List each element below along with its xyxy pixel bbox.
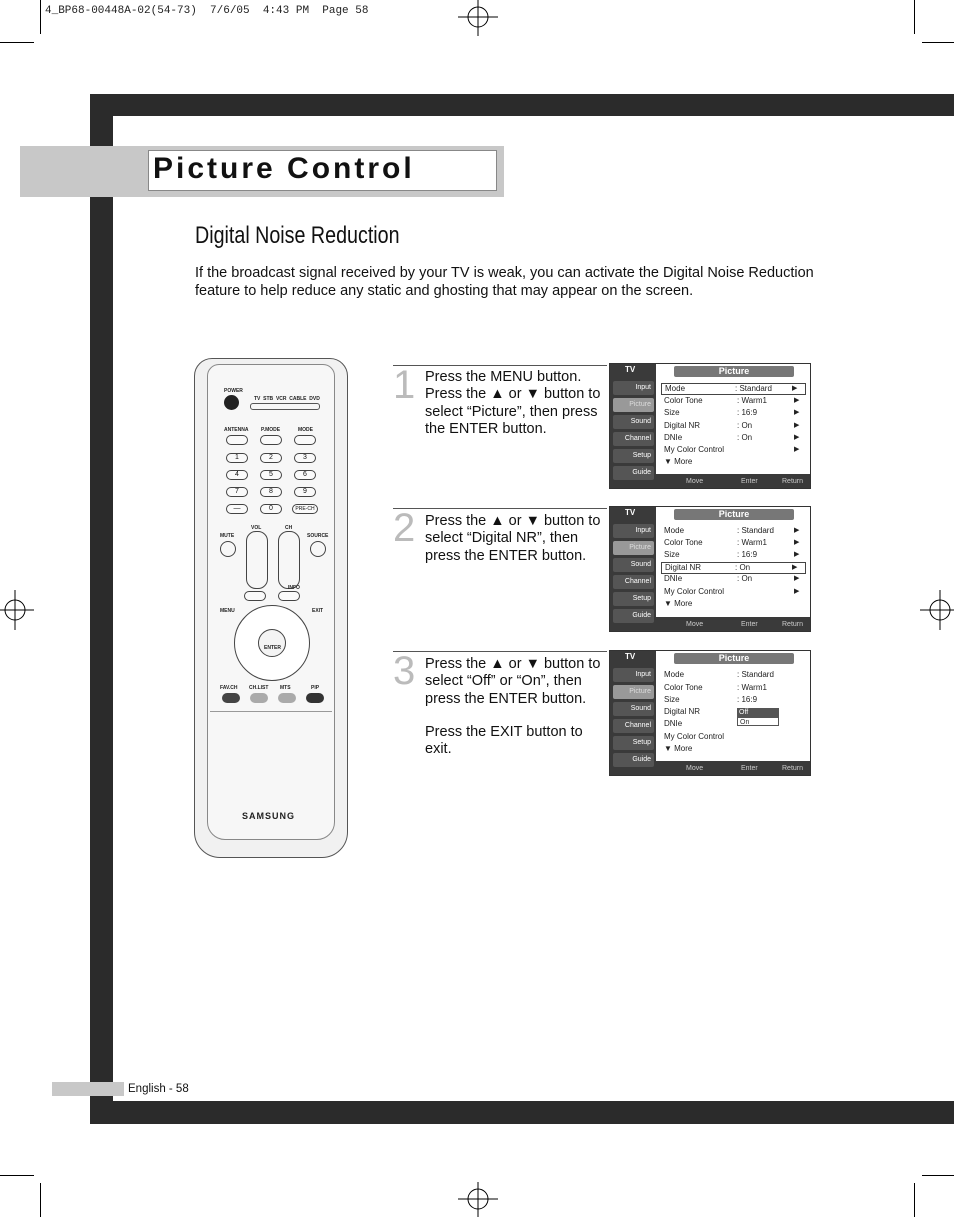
printer-slug: 4_BP68-00448A-02(54-73) 7/6/05 4:43 PM Page 58 bbox=[45, 5, 369, 17]
osd-move-hint: Move bbox=[686, 621, 704, 628]
chlist-label: CH.LIST bbox=[249, 685, 269, 691]
osd-category: Guide bbox=[613, 466, 654, 480]
osd-row-value: : Warm1 bbox=[737, 396, 767, 405]
key-button: 2 bbox=[260, 453, 282, 463]
osd-row-label: Digital NR bbox=[664, 421, 701, 430]
osd-category: Picture bbox=[613, 398, 654, 412]
arrow-right-icon: ▶ bbox=[794, 397, 800, 404]
key-button: 0 bbox=[260, 504, 282, 514]
osd-category: Guide bbox=[613, 753, 654, 767]
pip-button bbox=[306, 693, 324, 703]
key-button: 3 bbox=[294, 453, 316, 463]
mode-indicator bbox=[250, 403, 320, 410]
vol-label: VOL bbox=[251, 525, 262, 531]
osd-enter-hint: Enter bbox=[741, 765, 758, 772]
osd-row bbox=[664, 396, 804, 405]
key-button: 4 bbox=[226, 470, 248, 480]
osd-row bbox=[664, 538, 804, 547]
step-instruction: Press the MENU button. Press the ▲ or ▼ button to select “Picture”, then press the ENTER button. bbox=[425, 369, 601, 437]
step-exit-note: Press the EXIT button to exit. bbox=[425, 724, 583, 758]
dropdown-option: On bbox=[737, 717, 779, 726]
osd-category: Channel bbox=[613, 432, 654, 446]
step-number: 2 bbox=[393, 506, 416, 550]
step-divider bbox=[393, 651, 607, 652]
arrow-right-icon: ▶ bbox=[794, 422, 800, 429]
osd-row bbox=[664, 574, 804, 583]
menu-label: MENU bbox=[220, 608, 235, 614]
key-button: 8 bbox=[260, 487, 282, 497]
osd-row-label: Color Tone bbox=[664, 683, 703, 692]
osd-row-value: : Standard bbox=[735, 384, 772, 393]
osd-row-label: Size bbox=[664, 695, 680, 704]
antenna-button bbox=[226, 435, 248, 445]
antenna-label: ANTENNA bbox=[224, 427, 249, 433]
osd-source: TV bbox=[625, 508, 636, 517]
arrow-right-icon: ▶ bbox=[794, 588, 800, 595]
mute-label: MUTE bbox=[220, 533, 235, 539]
osd-row-value: : 16:9 bbox=[737, 550, 758, 559]
osd-menu-title: Picture bbox=[674, 509, 794, 520]
intro-paragraph: If the broadcast signal received by your TV is weak, you can activate the Digital Noise Reduction feature to help reduce any static and ghosting that may appear on the screen. bbox=[195, 265, 814, 299]
osd-row bbox=[664, 732, 804, 741]
osd-move-hint: Move bbox=[686, 478, 704, 485]
osd-row-value: : Standard bbox=[737, 670, 774, 679]
mode-label: MODE bbox=[298, 427, 313, 433]
osd-row bbox=[661, 383, 806, 395]
step-instruction: Press the ▲ or ▼ button to select “Off” or “On”, then press the ENTER button. bbox=[425, 656, 601, 707]
osd-row-label: Digital NR bbox=[664, 707, 701, 716]
osd-footer bbox=[656, 617, 811, 632]
arrow-right-icon: ▶ bbox=[794, 409, 800, 416]
info-label: INFO bbox=[288, 585, 300, 591]
crop-mark bbox=[0, 42, 34, 43]
osd-row-value: : 16:9 bbox=[737, 408, 758, 417]
crop-mark bbox=[914, 1183, 915, 1217]
key-button: 6 bbox=[294, 470, 316, 480]
osd-menu-title: Picture bbox=[674, 653, 794, 664]
osd-row-value: : Warm1 bbox=[737, 538, 767, 547]
osd-enter-hint: Enter bbox=[741, 478, 758, 485]
crop-mark bbox=[40, 0, 41, 34]
key-button: — bbox=[226, 504, 248, 514]
key-button: 7 bbox=[226, 487, 248, 497]
dropdown-option-selected: Off bbox=[737, 708, 779, 717]
page-frame-bottom bbox=[90, 1101, 954, 1124]
osd-category: Channel bbox=[613, 719, 654, 733]
osd-return-hint: Return bbox=[782, 621, 804, 628]
osd-category: Setup bbox=[613, 592, 654, 606]
osd-category: Sound bbox=[613, 558, 654, 572]
osd-row bbox=[664, 744, 804, 753]
arrow-right-icon: ▶ bbox=[794, 575, 800, 582]
ch-label: CH bbox=[285, 525, 293, 531]
source-label: SOURCE bbox=[307, 533, 329, 539]
mts-button bbox=[278, 693, 296, 703]
osd-row-label: Mode bbox=[664, 670, 685, 679]
favch-button bbox=[222, 693, 240, 703]
pmode-button bbox=[260, 435, 282, 445]
footer-bar bbox=[52, 1082, 124, 1096]
osd-row-value: : On bbox=[735, 563, 751, 572]
arrow-right-icon: ▶ bbox=[794, 434, 800, 441]
favch-label: FAV.CH bbox=[220, 685, 238, 691]
prech-button: PRE-CH bbox=[292, 504, 318, 514]
registration-mark-bottom bbox=[458, 1182, 498, 1217]
osd-return-hint: Return bbox=[782, 765, 804, 772]
remote-brand: SAMSUNG bbox=[242, 811, 296, 821]
step-number: 3 bbox=[393, 649, 416, 693]
osd-row bbox=[664, 421, 804, 430]
osd-row-selected bbox=[661, 562, 806, 574]
osd-row-label: ▼ More bbox=[664, 457, 693, 466]
osd-category: Picture bbox=[613, 541, 654, 555]
osd-row-label: DNIe bbox=[664, 719, 683, 728]
page-title: Picture Control bbox=[153, 152, 415, 185]
enter-label: ENTER bbox=[264, 645, 281, 651]
arrow-right-icon: ▶ bbox=[792, 385, 798, 392]
power-button bbox=[224, 395, 239, 410]
channel-rocker bbox=[278, 531, 300, 589]
arrow-right-icon: ▶ bbox=[792, 564, 798, 571]
source-button bbox=[310, 541, 326, 557]
step-number: 1 bbox=[393, 363, 416, 407]
osd-row-label: Mode bbox=[665, 384, 686, 393]
page-frame-left bbox=[90, 94, 113, 1124]
osd-source: TV bbox=[625, 365, 636, 374]
osd-row-label: Color Tone bbox=[664, 538, 703, 547]
pip-label: PIP bbox=[311, 685, 320, 691]
info-button bbox=[278, 591, 300, 601]
mode-button bbox=[294, 435, 316, 445]
osd-menu-title: Picture bbox=[674, 366, 794, 377]
osd-category: Picture bbox=[613, 685, 654, 699]
crop-mark bbox=[922, 1175, 954, 1176]
osd-source: TV bbox=[625, 652, 636, 661]
remote-source-labels: TV STB VCR CABLE DVD bbox=[254, 396, 320, 402]
registration-mark-top bbox=[458, 0, 498, 36]
registration-mark-left bbox=[0, 590, 34, 630]
osd-row-label: My Color Control bbox=[664, 445, 725, 454]
osd-row-label: DNIe bbox=[664, 574, 683, 583]
osd-row-value: : 16:9 bbox=[737, 695, 758, 704]
osd-row-label: ▼ More bbox=[664, 744, 693, 753]
osd-category: Channel bbox=[613, 575, 654, 589]
osd-row-value: : On bbox=[737, 574, 753, 583]
osd-row bbox=[664, 433, 804, 442]
osd-category: Sound bbox=[613, 702, 654, 716]
arrow-right-icon: ▶ bbox=[794, 539, 800, 546]
key-button: 1 bbox=[226, 453, 248, 463]
osd-row bbox=[664, 445, 804, 454]
page-frame-top bbox=[90, 94, 954, 116]
osd-footer bbox=[656, 761, 811, 776]
osd-row bbox=[664, 408, 804, 417]
osd-row-value: : On bbox=[737, 421, 753, 430]
volume-rocker bbox=[246, 531, 268, 589]
osd-category: Sound bbox=[613, 415, 654, 429]
crop-mark bbox=[0, 1175, 34, 1176]
osd-screen-2 bbox=[609, 506, 811, 632]
osd-return-hint: Return bbox=[782, 478, 804, 485]
osd-category: Input bbox=[613, 668, 654, 682]
osd-category: Guide bbox=[613, 609, 654, 623]
osd-category: Setup bbox=[613, 736, 654, 750]
section-heading: Digital Noise Reduction bbox=[195, 222, 400, 249]
remote-power-label: POWER bbox=[224, 388, 243, 394]
osd-row-label: My Color Control bbox=[664, 587, 725, 596]
osd-category: Input bbox=[613, 524, 654, 538]
step-divider bbox=[393, 365, 607, 366]
remote-body bbox=[207, 364, 335, 840]
osd-move-hint: Move bbox=[686, 765, 704, 772]
step-instruction: Press the ▲ or ▼ button to select “Digital NR”, then press the ENTER button. bbox=[425, 513, 601, 564]
osd-row bbox=[664, 526, 804, 535]
osd-row-label: Size bbox=[664, 408, 680, 417]
osd-category: Setup bbox=[613, 449, 654, 463]
osd-row bbox=[664, 457, 804, 466]
osd-row-label: ▼ More bbox=[664, 599, 693, 608]
osd-category: Input bbox=[613, 381, 654, 395]
step-divider bbox=[393, 508, 607, 509]
osd-row bbox=[664, 695, 804, 704]
osd-row-label: Color Tone bbox=[664, 396, 703, 405]
osd-screen-3 bbox=[609, 650, 811, 776]
arrow-right-icon: ▶ bbox=[794, 446, 800, 453]
osd-row bbox=[664, 550, 804, 559]
exit-label: EXIT bbox=[312, 608, 324, 614]
osd-row bbox=[664, 587, 804, 596]
registration-mark-right bbox=[920, 590, 954, 630]
osd-row-label: Digital NR bbox=[665, 563, 702, 572]
osd-row bbox=[664, 707, 804, 716]
key-button: 5 bbox=[260, 470, 282, 480]
osd-row-label: Size bbox=[664, 550, 680, 559]
osd-enter-hint: Enter bbox=[741, 621, 758, 628]
osd-row-label: DNIe bbox=[664, 433, 683, 442]
page-number: English - 58 bbox=[128, 1083, 189, 1095]
osd-row bbox=[664, 599, 804, 608]
osd-row-label: Mode bbox=[664, 526, 685, 535]
pmode-label: P.MODE bbox=[261, 427, 281, 433]
osd-screen-1 bbox=[609, 363, 811, 489]
enter-button bbox=[258, 629, 286, 657]
osd-row-value: : Standard bbox=[737, 526, 774, 535]
osd-row-value: : On bbox=[737, 433, 753, 442]
osd-row bbox=[664, 683, 804, 692]
guide-button bbox=[244, 591, 266, 601]
crop-mark bbox=[40, 1183, 41, 1217]
osd-row-value: : Warm1 bbox=[737, 683, 767, 692]
chlist-button bbox=[250, 693, 268, 703]
osd-row bbox=[664, 719, 804, 728]
arrow-right-icon: ▶ bbox=[794, 527, 800, 534]
osd-footer bbox=[656, 474, 811, 489]
mts-label: MTS bbox=[280, 685, 291, 691]
osd-row bbox=[664, 670, 804, 679]
mute-button bbox=[220, 541, 236, 557]
key-button: 9 bbox=[294, 487, 316, 497]
crop-mark bbox=[922, 42, 954, 43]
osd-row-label: My Color Control bbox=[664, 732, 725, 741]
crop-mark bbox=[914, 0, 915, 34]
arrow-right-icon: ▶ bbox=[794, 551, 800, 558]
